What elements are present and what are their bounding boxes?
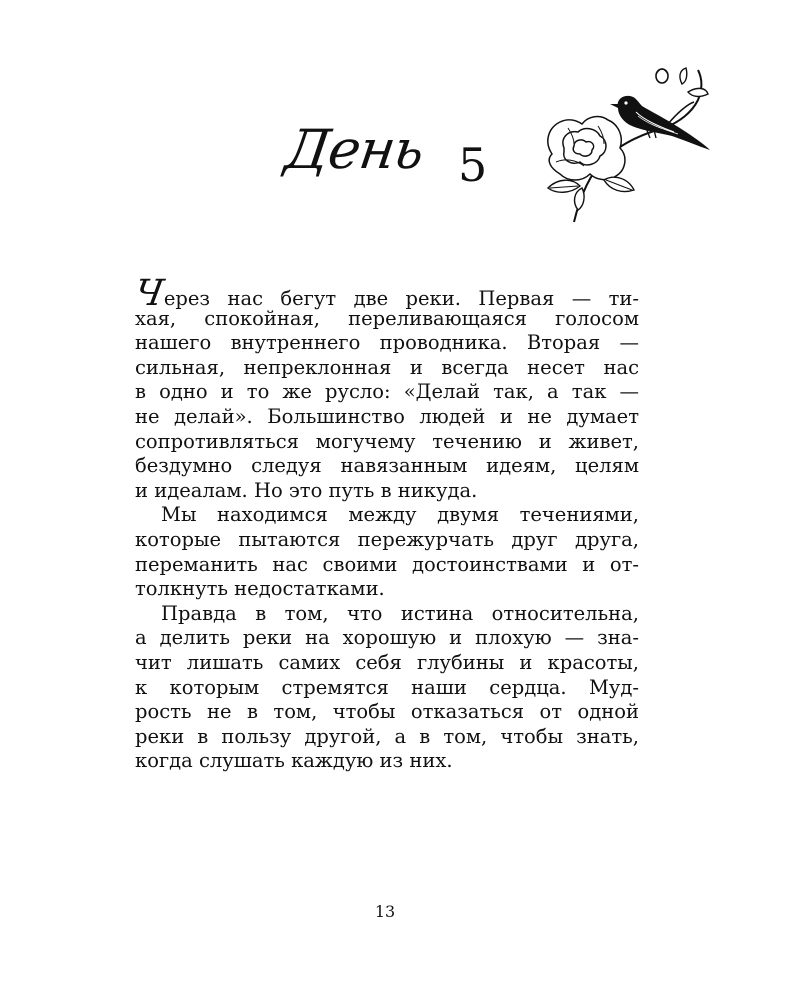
text-line: нашего внутреннего проводника. Вторая — (135, 331, 639, 355)
text-line: бездумно следуя навязанным идеям, целям (135, 454, 639, 478)
text-line: толкнуть недостатками. (135, 577, 385, 601)
text-line: хая, спокойная, переливающаяся голосом (135, 306, 639, 330)
text-line: Через нас бегут две реки. Первая — ти- (131, 273, 639, 314)
chapter-number: 5 (458, 138, 488, 192)
text-line: когда слушать каждую из них. (135, 749, 453, 773)
paragraph-2 (135, 503, 639, 601)
page-number: 13 (374, 902, 396, 921)
text-line: а делить реки на хорошую и плохую — зна- (135, 626, 639, 650)
text-line: к которым стремятся наши сердца. Муд- (135, 675, 639, 699)
text-line: и идеалам. Но это путь в никуда. (135, 478, 478, 502)
flower-bird-icon (538, 62, 718, 230)
drop-cap: Ч (131, 273, 167, 314)
text-line: Правда в том, что истина относительна, (161, 601, 639, 625)
paragraph-1 (131, 273, 639, 503)
text-line: сопротивляться могучему течению и живет, (135, 429, 639, 453)
text-line: рость не в том, чтобы отказаться от одной (135, 700, 639, 724)
body-text (131, 273, 639, 774)
text-line: чит лишать самих себя глубины и красоты, (135, 650, 639, 674)
text-line: не делай». Большинство людей и не думает (135, 404, 639, 428)
text-line: переманить нас своими достоинствами и от- (135, 552, 639, 576)
chapter-heading (281, 118, 488, 218)
text-line: которые пытаются пережурчать друг друга, (135, 527, 639, 551)
chapter-heading-word: День (281, 118, 428, 181)
text-line: реки в пользу другой, а в том, чтобы знать, (135, 724, 639, 748)
text-line: Мы находимся между двумя течениями, (161, 503, 639, 527)
text-line: в одно и то же русло: «Делай так, а так — (135, 380, 639, 404)
text-line: сильная, непреклонная и всегда несет нас (135, 355, 639, 379)
paragraph-3 (135, 602, 639, 774)
